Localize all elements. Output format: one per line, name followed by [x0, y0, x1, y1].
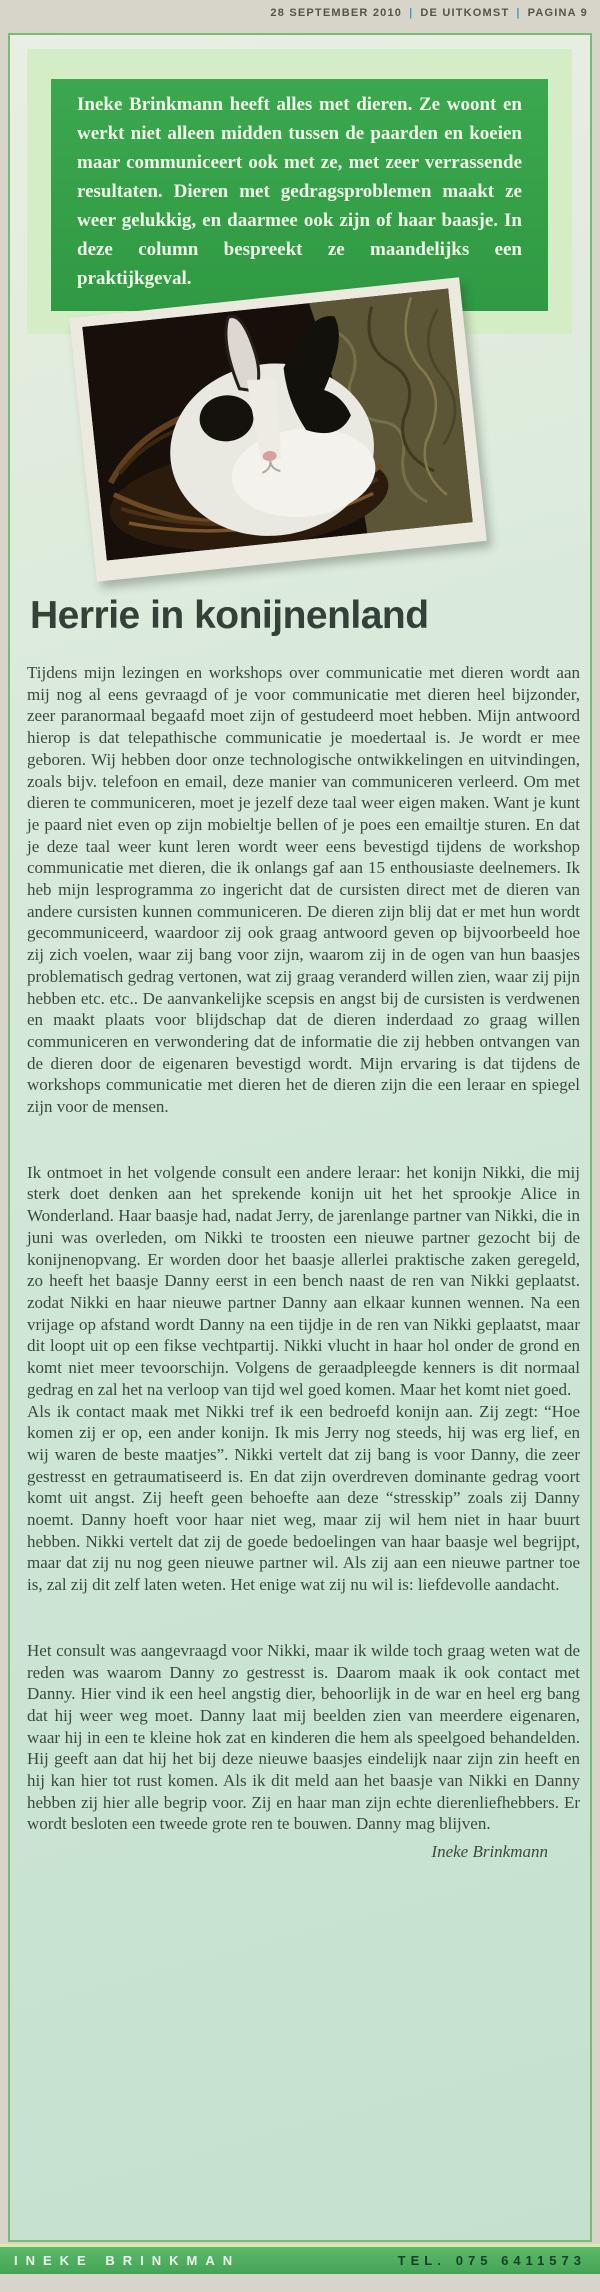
- contact-tel-label: TEL.: [397, 2253, 446, 2268]
- header-separator: |: [409, 7, 414, 19]
- intro-frame: [27, 49, 572, 334]
- article-column: [8, 33, 592, 2242]
- article-headline: Herrie in konijnenland: [30, 594, 429, 637]
- contact-phone-number: 075 6411573: [455, 2253, 586, 2268]
- header-page-number: PAGINA 9: [527, 7, 588, 19]
- header-publication: DE UITKOMST: [420, 7, 510, 19]
- intro-box: [51, 79, 548, 311]
- intro-text: Ineke Brinkmann heeft alles met dieren. Ze woont en werkt niet alleen midden tussen de paarden en koeien maar communiceert ook met ze, met zeer verrassende resultaten. Dieren met gedragsproblemen maakt ze weer gelukkig, en daarmee ook zijn of haar baasje. In deze column bespreekt ze maandelijks een praktijkgeval.: [77, 94, 522, 289]
- contact-name: INEKE BRINKMAN: [14, 2253, 241, 2268]
- header-separator: |: [516, 7, 521, 19]
- header-date: 28 SEPTEMBER 2010: [270, 7, 403, 19]
- rabbit-photo-image: [82, 288, 473, 560]
- rabbit-photo: [69, 277, 487, 582]
- contact-phone: [388, 2253, 586, 2268]
- article-paragraph: Tijdens mijn lezingen en workshops over communicatie met dieren wordt aan mij nog al eens gevraagd of je voor communicatie met dieren heel bijzonder, zeer paranormaal begaafd moet zijn of gestudeerd moet hebben. Mijn antwoord hierop is dat telepathische communicatie je moedertaal is. Je wordt er mee geboren. Wij hebben door onze technologische ontwikkelingen en uitvindingen, zoals bijv. telefoon en email, deze manier van communiceren verleerd. Om met dieren te communiceren, moet je jezelf deze taal weer eigen maken. Want je kunt je paard niet even op zijn mobieltje bellen of je poes een emailtje sturen. En dat je deze taal weer kunt leren wordt weer eens bevestigd tijdens de workshop communicatie met dieren, die ik onlangs gaf aan 15 enthousiaste deelnemers. Ik heb mijn lesprogramma zo ingericht dat de cursisten direct met de dieren van andere cursisten kunnen communiceren. De dieren zijn blij dat er met hun wordt gecommuniceerd, waardoor zij ook graag antwoord geven op bijvoorbeeld hoe zij zich voelen, waar zij bang voor zijn, waarom zij in de ogen van hun baasjes problematisch gedrag vertonen, wat zij graag veranderd willen zien, waar zij pijn hebben etc. etc.. De aanvankelijke scepsis en angst bij de cursisten is verdwenen en maakt plaats voor blijdschap dat de dieren inderdaad zo graag willen communiceren en verwondering dat de informatie die zij hebben ontvangen van de dieren door de eigenaren bevestigd wordt. Mijn ervaring is dat tijdens de workshops communicatie met dieren het de dieren zijn die een leraar en spiegel zijn voor de mensen.: [27, 663, 580, 1117]
- article-paragraph: Als ik contact maak met Nikki tref ik een bedroefd konijn aan. Zij zegt: “Hoe komen zij er op, een ander konijn. Ik mis Jerry nog steeds, hij was erg lief, en wij waren de beste maatjes”. Nikki vertelt dat zij bang is voor Danny, die zeer gestresst en getraumatiseerd is. En dat zijn overdreven dominante gedrag voort komt uit angst. Zij heeft geen behoefte aan deze “stresskip” zoals zij Danny noemt. Danny hoeft voor haar niet weg, maar zij wil hem niet in haar buurt hebben. Nikki vertelt dat zij de goede bedoelingen van haar baasje wel begrijpt, maar dat zij nu nog geen nieuwe partner wil. Als zij aan een nieuwe partner toe is, zal zij dit zelf laten weten. Het enige wat zij nu wil is: liefdevolle aandacht.: [27, 1401, 580, 1595]
- contact-bar: [0, 2244, 600, 2274]
- page-header: [0, 7, 588, 19]
- article-body: [27, 662, 580, 1863]
- article-signature: Ineke Brinkmann: [431, 1842, 548, 1862]
- article-paragraph: Ik ontmoet in het volgende consult een andere leraar: het konijn Nikki, die mij sterk doet denken aan het sprekende konijn uit het het sprookje Alice in Wonderland. Haar baasje had, nadat Jerry, de jarenlange partner van Nikki, die in juni was overleden, om Nikki te troosten een nieuwe partner gezocht bij de konijnenopvang. Er worden door het baasje allerlei praktische zaken geregeld, zo heeft het baasje Danny eerst in een bench naast de ren van Nikki geplaatst. zodat Nikki en haar nieuwe partner Danny aan elkaar kunnen wennen. Na een vrijage op afstand wordt Danny na een tijdje in de ren van Nikki geplaatst, maar dit loopt uit op een fikse vechtpartij. Nikki vlucht in haar hol onder de grond en komt niet meer tevoorschijn. Volgens de geraadpleegde kenners is dit normaal gedrag en zal het na verloop van tijd wel goed komen. Maar het komt niet goed.: [27, 1162, 580, 1399]
- article-paragraph: Het consult was aangevraagd voor Nikki, maar ik wilde toch graag weten wat de reden was waarom Danny zo gestresst is. Daarom maak ik ook contact met Danny. Hier vind ik een heel angstig dier, behoorlijk in de war en heel erg bang dat hij weer weg moet. Danny laat mij beelden zien van meerdere eigenaren, waar hij in een te kleine hok zat en kinderen die hem als speelgoed behandelden. Hij geeft aan dat hij het bij deze nieuwe baasjes eindelijk naar zijn zin heeft en hij kan hier tot rust komen. Als ik dit meld aan het baasje van Nikki en Danny hebben zij hier alle begrip voor. Zij en haar man zijn echte dierenliefhebbers. Er wordt besloten een tweede grote ren te bouwen. Danny mag blijven.: [27, 1640, 580, 1834]
